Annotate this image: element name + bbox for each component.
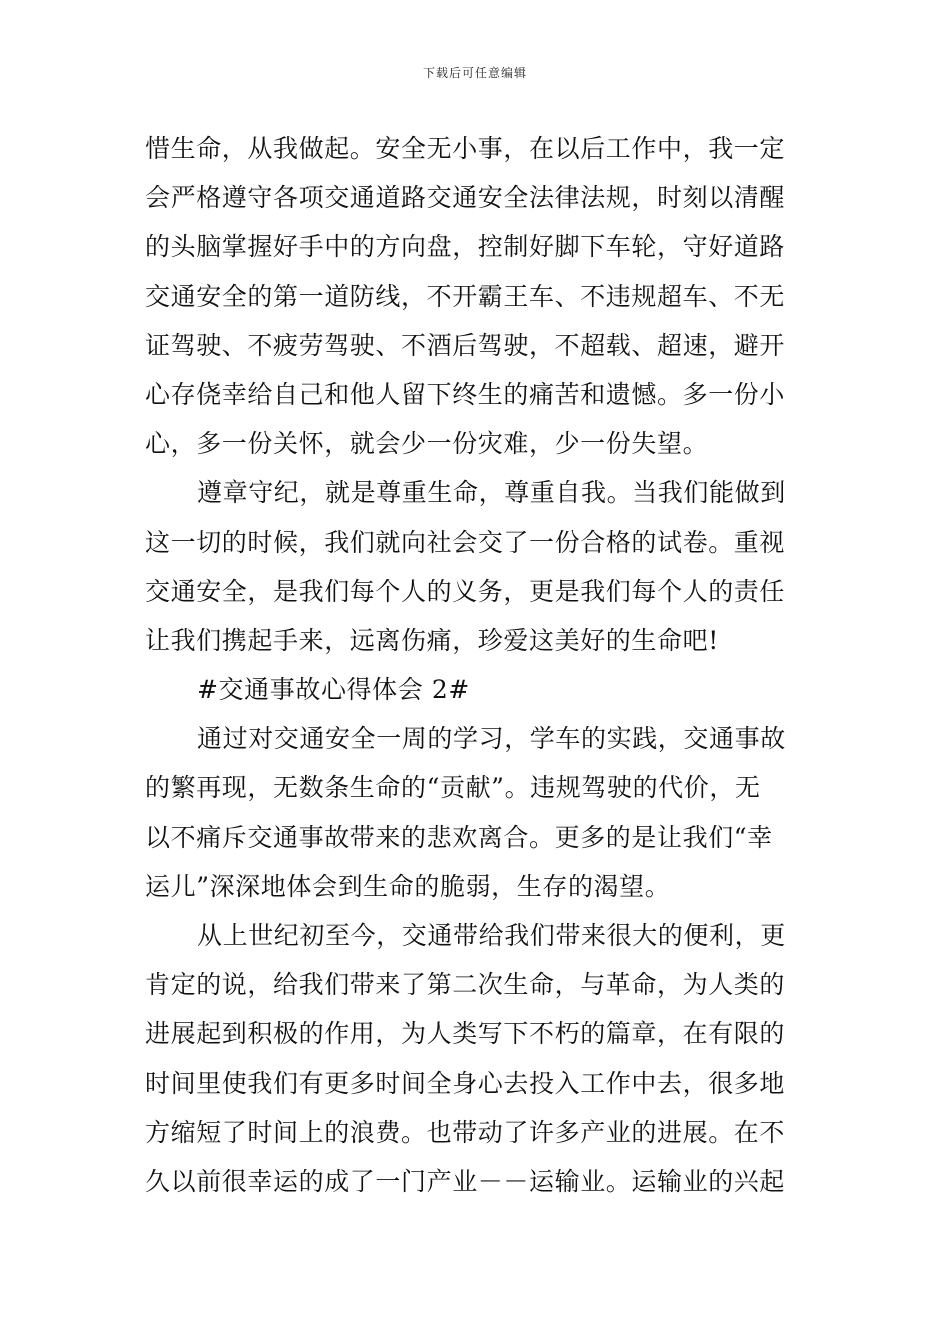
page-header-note: 下载后可任意编辑 — [422, 66, 527, 80]
body-line: 心存侥幸给自己和他人留下终生的痛苦和遗憾。多一份小 — [145, 379, 786, 409]
body-line: 久以前很幸运的成了一门产业－－运输业。运输业的兴起 — [145, 1166, 786, 1196]
body-line: 肯定的说，给我们带来了第二次生命，与革命，为人类的 — [145, 970, 786, 1000]
body-line: 的头脑掌握好手中的方向盘，控制好脚下车轮，守好道路 — [145, 232, 786, 262]
body-line: 时间里使我们有更多时间全身心去投入工作中去，很多地 — [145, 1068, 786, 1098]
body-line: 会严格遵守各项交通道路交通安全法律法规，时刻以清醒 — [145, 183, 786, 213]
body-line: 让我们携起手来，远离伤痛，珍爱这美好的生命吧! — [145, 625, 719, 655]
body-line: 证驾驶、不疲劳驾驶、不酒后驾驶，不超载、超速，避开 — [145, 330, 786, 360]
document-body — [145, 124, 810, 1206]
body-line: 交通安全，是我们每个人的义务，更是我们每个人的责任 — [145, 576, 786, 606]
paragraph-start-line: 通过对交通安全一周的学习，学车的实践，交通事故 — [197, 724, 786, 754]
body-line: 的繁再现，无数条生命的“贡献”。违规驾驶的代价，无 — [145, 773, 761, 803]
section-heading: #交通事故心得体会 2# — [197, 675, 470, 705]
body-line: 心，多一份关怀，就会少一份灾难，少一份失望。 — [145, 429, 709, 459]
body-line: 方缩短了时间上的浪费。也带动了许多产业的进展。在不 — [145, 1117, 786, 1147]
body-line: 进展起到积极的作用，为人类写下不朽的篇章，在有限的 — [145, 1019, 786, 1049]
paragraph-start-line: 遵章守纪，就是尊重生命，尊重自我。当我们能做到 — [197, 478, 786, 508]
body-line: 以不痛斥交通事故带来的悲欢离合。更多的是让我们“幸 — [145, 822, 773, 852]
body-line: 交通安全的第一道防线，不开霸王车、不违规超车、不无 — [145, 281, 786, 311]
body-line: 惜生命，从我做起。安全无小事，在以后工作中，我一定 — [145, 134, 786, 163]
body-line: 这一切的时候，我们就向社会交了一份合格的试卷。重视 — [145, 527, 786, 557]
body-line: 运儿”深深地体会到生命的脆弱，生存的渴望。 — [145, 871, 671, 901]
paragraph-start-line: 从上世纪初至今，交通带给我们带来很大的便利，更 — [197, 921, 786, 950]
